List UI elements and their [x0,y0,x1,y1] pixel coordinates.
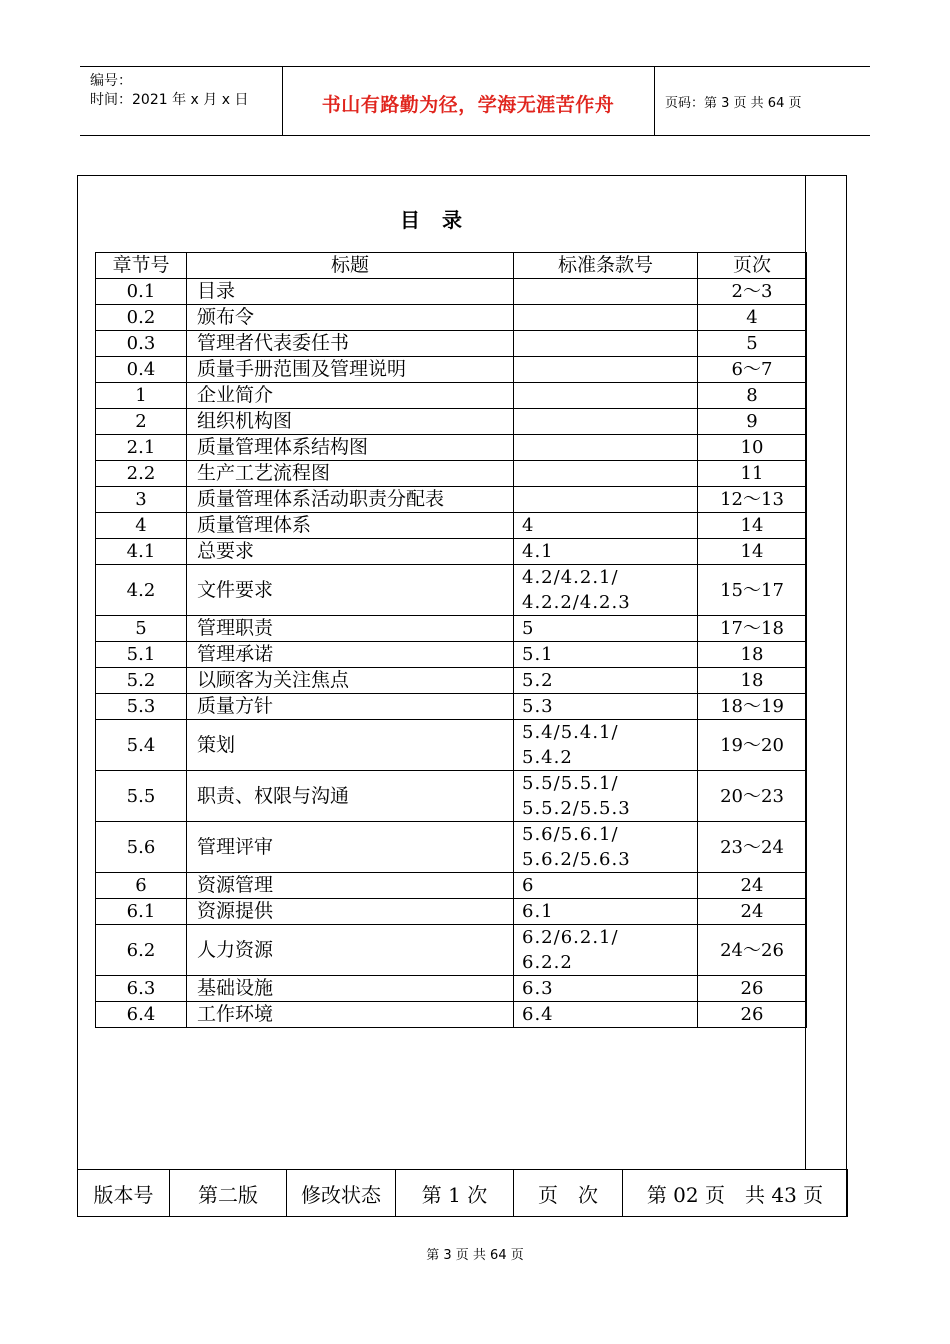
toc-clause-line: 6 [522,875,535,896]
toc-clause [514,822,698,873]
toc-title: 质量手册范围及管理说明 [187,357,514,383]
footer-row [78,1170,848,1217]
page-footer: 第 3 页 共 64 页 [426,1248,524,1263]
col-header-title: 标题 [187,253,514,279]
toc-section-number: 5.6 [96,822,187,873]
toc-clause-line: 4.1 [522,541,554,562]
toc-pages: 23～24 [698,822,807,873]
header-divider [654,66,655,136]
toc-row [96,409,807,435]
toc-title: 目录 [187,279,514,305]
toc-clause [514,616,698,642]
toc-title: 资源提供 [187,899,514,925]
toc-pages: 9 [698,409,807,435]
page-title: 目录 [400,208,484,232]
toc-row [96,899,807,925]
doc-code-label: 编号： [90,73,132,89]
toc-row [96,357,807,383]
toc-pages: 24～26 [698,925,807,976]
version-value: 第二版 [170,1170,287,1217]
toc-clause-line: 6.2.2 [522,952,573,973]
toc-pages: 18 [698,668,807,694]
toc-title: 质量管理体系活动职责分配表 [187,487,514,513]
toc-row [96,720,807,771]
col-header-pages: 页次 [698,253,807,279]
toc-pages: 11 [698,461,807,487]
toc-row [96,642,807,668]
toc-section-number: 0.2 [96,305,187,331]
toc-row [96,487,807,513]
toc-row [96,668,807,694]
toc-clause [514,331,698,357]
toc-clause-line: 5.3 [522,696,554,717]
toc-clause-line: 5.6.2/5.6.3 [522,849,631,870]
toc-clause [514,513,698,539]
revision-label: 修改状态 [287,1170,396,1217]
toc-clause-line: 4.2/4.2.1/ [522,567,619,588]
toc-section-number: 2.1 [96,435,187,461]
revision-value: 第 1 次 [396,1170,514,1217]
toc-section-number: 6 [96,873,187,899]
toc-row [96,616,807,642]
toc-clause [514,487,698,513]
toc-title: 生产工艺流程图 [187,461,514,487]
toc-row [96,771,807,822]
toc-pages: 4 [698,305,807,331]
toc-clause-line: 5.6/5.6.1/ [522,824,619,845]
toc-row [96,461,807,487]
header-bottom-rule [80,135,870,136]
toc-clause-line: 5.4.2 [522,747,573,768]
toc-section-number: 5.2 [96,668,187,694]
toc-clause [514,771,698,822]
toc-clause [514,1002,698,1028]
toc-title: 质量管理体系结构图 [187,435,514,461]
toc-pages: 14 [698,539,807,565]
toc-clause-line: 6.4 [522,1004,554,1025]
toc-row [96,513,807,539]
toc-clause [514,305,698,331]
toc-section-number: 4 [96,513,187,539]
toc-clause [514,435,698,461]
toc-title: 管理承诺 [187,642,514,668]
toc-clause-line: 5.5/5.5.1/ [522,773,619,794]
col-header-clause: 标准条款号 [514,253,698,279]
toc-pages: 6～7 [698,357,807,383]
version-label: 版本号 [78,1170,170,1217]
toc-title: 总要求 [187,539,514,565]
toc-section-number: 0.4 [96,357,187,383]
toc-section-number: 5 [96,616,187,642]
toc-row [96,435,807,461]
toc-section-number: 0.1 [96,279,187,305]
toc-title: 人力资源 [187,925,514,976]
toc-pages: 20～23 [698,771,807,822]
toc-row [96,925,807,976]
toc-clause-line: 5.1 [522,644,554,665]
toc-title: 管理职责 [187,616,514,642]
toc-section-number: 2 [96,409,187,435]
toc-clause [514,694,698,720]
header-top-rule [80,66,870,67]
toc-row [96,1002,807,1028]
toc-row [96,539,807,565]
toc-section-number: 2.2 [96,461,187,487]
toc-clause-line: 4 [522,515,535,536]
toc-row [96,383,807,409]
toc-clause [514,539,698,565]
toc-clause [514,873,698,899]
toc-title: 基础设施 [187,976,514,1002]
toc-row [96,279,807,305]
toc-clause [514,668,698,694]
toc-row [96,873,807,899]
toc-clause [514,409,698,435]
toc-section-number: 0.3 [96,331,187,357]
toc-pages: 18～19 [698,694,807,720]
toc-pages: 5 [698,331,807,357]
toc-section-number: 5.1 [96,642,187,668]
toc-title: 工作环境 [187,1002,514,1028]
toc-pages: 12～13 [698,487,807,513]
toc-clause [514,925,698,976]
toc-clause [514,383,698,409]
toc-section-number: 6.2 [96,925,187,976]
toc-clause-line: 5.2 [522,670,554,691]
toc-clause [514,720,698,771]
toc-section-number: 6.3 [96,976,187,1002]
toc-table [95,252,807,1028]
toc-section-number: 5.4 [96,720,187,771]
toc-section-number: 1 [96,383,187,409]
toc-pages: 14 [698,513,807,539]
toc-pages: 19～20 [698,720,807,771]
doc-date: 时间：2021 年 x 月 x 日 [90,92,249,108]
toc-clause-line: 6.2/6.2.1/ [522,927,619,948]
toc-clause-line: 5.4/5.4.1/ [522,722,619,743]
toc-section-number: 5.5 [96,771,187,822]
header-page-number: 页码：第 3 页 共 64 页 [665,96,802,111]
toc-title: 策划 [187,720,514,771]
toc-row [96,305,807,331]
toc-clause [514,565,698,616]
toc-title: 质量管理体系 [187,513,514,539]
col-header-section: 章节号 [96,253,187,279]
toc-section-number: 3 [96,487,187,513]
toc-clause-line: 6.1 [522,901,554,922]
toc-title: 资源管理 [187,873,514,899]
toc-pages: 10 [698,435,807,461]
header-meta [90,72,248,110]
toc-section-number: 4.2 [96,565,187,616]
toc-section-number: 4.1 [96,539,187,565]
toc-title: 质量方针 [187,694,514,720]
toc-clause [514,357,698,383]
toc-section-number: 5.3 [96,694,187,720]
toc-clause-line: 6.3 [522,978,554,999]
toc-pages: 2～3 [698,279,807,305]
page-header [80,66,870,136]
toc-title: 颁布令 [187,305,514,331]
toc-row [96,331,807,357]
toc-title: 文件要求 [187,565,514,616]
toc-title: 组织机构图 [187,409,514,435]
header-motto: 书山有路勤为径，学海无涯苦作舟 [321,94,615,116]
toc-header-row [96,253,807,279]
toc-clause [514,279,698,305]
footer-table [77,1169,848,1217]
toc-row [96,822,807,873]
toc-pages: 17～18 [698,616,807,642]
toc-row [96,976,807,1002]
toc-pages: 24 [698,873,807,899]
toc-pages: 8 [698,383,807,409]
toc-title: 以顾客为关注焦点 [187,668,514,694]
toc-row [96,694,807,720]
page-label: 页 次 [514,1170,623,1217]
toc-pages: 24 [698,899,807,925]
toc-clause [514,976,698,1002]
toc-section-number: 6.4 [96,1002,187,1028]
toc-pages: 26 [698,976,807,1002]
toc-pages: 18 [698,642,807,668]
toc-clause-line: 5 [522,618,535,639]
toc-clause-line: 5.5.2/5.5.3 [522,798,631,819]
toc-title: 职责、权限与沟通 [187,771,514,822]
toc-body [96,279,807,1028]
toc-clause [514,642,698,668]
toc-title: 管理者代表委任书 [187,331,514,357]
page-value: 第 02 页 共 43 页 [623,1170,848,1217]
toc-clause [514,899,698,925]
toc-row [96,565,807,616]
toc-pages: 15～17 [698,565,807,616]
toc-title: 企业简介 [187,383,514,409]
toc-title: 管理评审 [187,822,514,873]
toc-clause [514,461,698,487]
toc-pages: 26 [698,1002,807,1028]
toc-section-number: 6.1 [96,899,187,925]
toc-clause-line: 4.2.2/4.2.3 [522,592,631,613]
